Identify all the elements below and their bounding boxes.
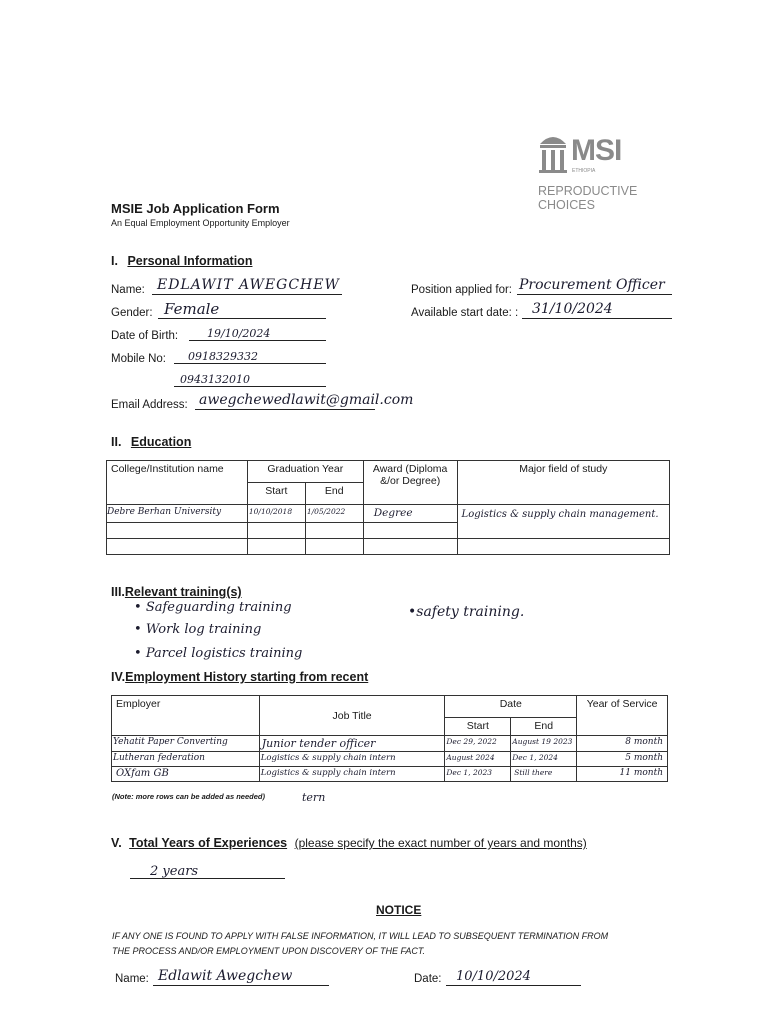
emp-header-years: Year of Service [577, 696, 668, 736]
mobile-field-2 [174, 370, 326, 387]
emp-years: 5 month [577, 752, 668, 767]
employment-note: (Note: more rows can be added as needed) [112, 792, 265, 801]
signature-date-field [446, 967, 581, 986]
empty-cell [457, 539, 669, 555]
section-number: I. [111, 254, 118, 268]
emp-header-job-title: Job Title [259, 696, 445, 736]
section-number: V. [111, 836, 122, 850]
email-field [195, 391, 414, 410]
emp-job-title: Logistics & supply chain intern [259, 767, 445, 782]
emp-years: 11 month [577, 767, 668, 782]
edu-award: Degree [363, 505, 457, 523]
emp-header-start: Start [445, 718, 511, 736]
emp-job-title: Junior tender officer [259, 736, 445, 752]
gender-label: Gender: [111, 307, 153, 319]
emp-header-end: End [511, 718, 577, 736]
empty-cell [363, 539, 457, 555]
section-title: Education [130, 435, 192, 449]
msi-logo [538, 130, 648, 215]
empty-cell [305, 539, 363, 555]
emp-years: 8 month [577, 736, 668, 752]
edu-header-major: Major field of study [457, 461, 669, 505]
section-title: Employment History starting from recent [125, 670, 369, 684]
section-hint: (please specify the exact number of years and months) [294, 836, 587, 850]
mobile-value-2: 0943132010 [180, 373, 250, 386]
employment-table [111, 695, 668, 782]
logo-tagline-1: REPRODUCTIVE [538, 184, 638, 198]
section-title: Total Years of Experiences [129, 836, 288, 850]
table-row [112, 736, 668, 752]
training-section-heading [111, 585, 242, 599]
personal-section-heading [111, 254, 252, 268]
employment-overflow-note: tern [302, 791, 326, 804]
section-title: Personal Information [127, 254, 253, 268]
start-date-value: 31/10/2024 [532, 301, 613, 317]
position-field [517, 276, 672, 295]
empty-cell [363, 523, 457, 539]
gender-value: Female [164, 300, 220, 318]
table-row [107, 539, 670, 555]
name-value: EDLAWIT AWEGCHEW [157, 277, 340, 293]
training-item-text: Parcel logistics training [145, 646, 303, 661]
edu-end: 1/05/2022 [305, 505, 363, 523]
edu-header-start: Start [247, 483, 305, 505]
edu-header-award: Award (Diploma &/or Degree) [363, 461, 457, 505]
table-row [112, 752, 668, 767]
training-item-1: • Safeguarding training [134, 600, 292, 615]
email-label: Email Address: [111, 399, 188, 411]
logo-brand: MSI [571, 134, 622, 167]
emp-start: August 2024 [445, 752, 511, 767]
edu-header-end: End [305, 483, 363, 505]
notice-line-2: THE PROCESS AND/OR EMPLOYMENT UPON DISCOVERY OF THE FACT. [112, 946, 426, 956]
section-number: II. [111, 435, 122, 449]
emp-header-date: Date [445, 696, 577, 718]
empty-cell [107, 539, 248, 555]
edu-college: Debre Berhan University [107, 505, 248, 523]
signature-name-field [153, 967, 329, 986]
emp-employer: Yehatit Paper Converting [112, 736, 260, 752]
position-label: Position applied for: [411, 284, 513, 296]
email-value: awegchewedlawit@gmail.com [199, 392, 414, 408]
start-date-label: Available start date: : [411, 307, 519, 319]
emp-employer: OXfam GB [112, 767, 260, 782]
signature-date-label: Date: [414, 973, 442, 985]
table-row [107, 505, 670, 523]
dob-field [189, 324, 326, 341]
emp-employer: Lutheran federation [112, 752, 260, 767]
position-value: Procurement Officer [519, 277, 665, 293]
notice-title-text: NOTICE [376, 903, 422, 917]
education-section-heading [111, 435, 191, 449]
mobile-field-1 [174, 347, 326, 364]
section-title: Relevant training(s) [124, 585, 242, 599]
training-side-item: •safety training. [408, 604, 525, 620]
notice-title [376, 903, 421, 917]
name-label: Name: [111, 284, 145, 296]
empty-cell [305, 523, 363, 539]
emp-end: August 19 2023 [511, 736, 577, 752]
training-item-text: Safeguarding training [145, 600, 292, 615]
signature-date-value: 10/10/2024 [456, 969, 531, 984]
empty-cell [107, 523, 248, 539]
education-table [106, 460, 670, 555]
name-field [152, 276, 342, 295]
logo-country: ETHIOPIA [572, 168, 596, 174]
start-date-field [522, 300, 672, 319]
logo-tagline-2: CHOICES [538, 198, 595, 212]
mobile-value-1: 0918329332 [188, 350, 258, 363]
edu-start: 10/10/2018 [247, 505, 305, 523]
emp-job-title: Logistics & supply chain intern [259, 752, 445, 767]
notice-line-1: IF ANY ONE IS FOUND TO APPLY WITH FALSE INFORMATION, IT WILL LEAD TO SUBSEQUENT TERMINATION FROM [112, 931, 609, 941]
edu-header-grad-year: Graduation Year [247, 461, 363, 483]
form-subtitle: An Equal Employment Opportunity Employer [111, 218, 290, 228]
experience-section-heading [111, 836, 587, 850]
dob-label: Date of Birth: [111, 330, 179, 342]
section-number: IV. [111, 670, 126, 684]
experience-field [130, 862, 285, 879]
gender-field [158, 300, 326, 319]
emp-end: Still there [511, 767, 577, 782]
edu-header-college: College/Institution name [107, 461, 248, 505]
empty-cell [247, 539, 305, 555]
training-item-2: • Work log training [134, 622, 262, 637]
signature-name-value: Edlawit Awegchew [158, 968, 293, 984]
table-row [112, 767, 668, 782]
emp-start: Dec 29, 2022 [445, 736, 511, 752]
emp-end: Dec 1, 2024 [511, 752, 577, 767]
empty-cell [247, 523, 305, 539]
employment-section-heading [111, 670, 368, 684]
signature-name-label: Name: [115, 973, 149, 985]
mobile-label: Mobile No: [111, 353, 166, 365]
edu-major: Logistics & supply chain management. [457, 505, 669, 539]
section-number: III. [111, 585, 125, 599]
training-item-text: Work log training [145, 622, 262, 637]
emp-start: Dec 1, 2023 [445, 767, 511, 782]
dob-value: 19/10/2024 [207, 327, 271, 340]
emp-header-employer: Employer [112, 696, 260, 736]
building-icon [538, 130, 568, 174]
form-title: MSIE Job Application Form [111, 201, 280, 216]
experience-value: 2 years [150, 864, 199, 879]
training-item-3: • Parcel logistics training [134, 646, 303, 661]
